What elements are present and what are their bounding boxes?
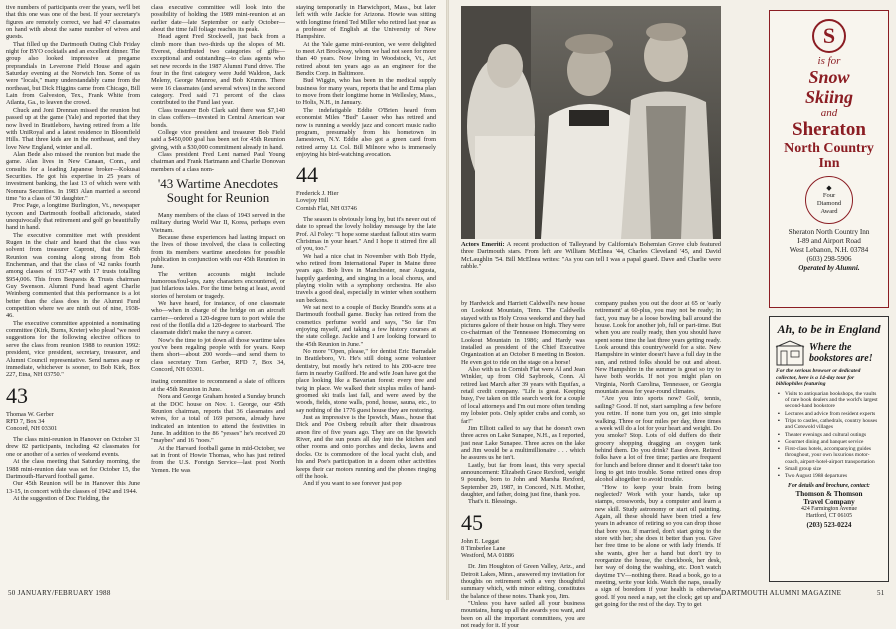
address-line: Concord, NH 03301	[6, 424, 58, 432]
ad-brand: Sheraton	[792, 119, 866, 140]
ad-address-line: West Lebanon, N.H. 03784	[789, 246, 869, 254]
diamond-award-badge	[805, 176, 853, 224]
paragraph: Class president Fred Lent named Paul Young chairman and Frank Hartmann and Charlie Donovan members of a class nom-	[151, 150, 285, 173]
paragraph: The executive committee appointed a nominating committee (Kirk, Burns, Kreter) who plead "we need suggestions for the following elective offices to serve the class from reunion 1988 to reunion 1992: president, vice president, secretary, treasurer, and Alumni Council representative. Send names asap or immediate, whichever is sooner, to Bob Kirk, Box 227, Etna, NH 03750."	[6, 319, 140, 379]
paragraph: The season is obviously long by, but it's never out of date to spread the lovely holiday message by the late Prof. Al Foley: "I hope some stardust fallout stirs warm Christmas in your heart." And I hope it stirred fire all of you, too."	[296, 215, 436, 253]
england-bookstore-ad	[769, 316, 889, 582]
paragraph: The class mini-reunion in Hanover on October 31 drew 82 participants, including 42 classmates for one or another of a series of weekend events.	[6, 436, 140, 458]
england-subhead-row	[775, 340, 883, 366]
ad-address-line: Sheraton North Country Inn	[788, 228, 870, 236]
england-headline: Ah, to be in England	[777, 322, 881, 336]
paragraph: Alan Bede also missed the reunion but made the game. Alan lives in New Canaan, Conn., and consults for a leading Japanese broker—Kokusai Securities. He got his expertise in 25 years of investment banking, the last 13 of which were with Nomura Securities. In 1983 Alan married a second time "to a class of '30 daughter."	[6, 150, 140, 202]
col1-top-text	[6, 4, 140, 379]
column-2	[151, 4, 285, 584]
paragraph: Bud Wiggin, who has been in the medical supply business for many years, reports that he and Erma plan to move from their longtime home in Wellesley, Mass., to Holis, N.H., in January.	[296, 77, 436, 107]
paragraph: No more "Open, please," for dentist Eric Barradale in Brattleboro, Vt. He's still doing some volunteer dentistry, but mostly he's retired to his 200-acre tree farm in nearby Guilford. He and wife Joan have got the place looking like a Bavarian forest: every tree and twig in place. We walked their sixplus miles of hand-groomed ski trails last fall, and were awed by the woods, fields, stone walls, pond, house, sauna, etc., to say nothing of the 1776 guest house they are restoring.	[296, 348, 436, 414]
england-intro: For the serious browser or dedicated collector, here is a 14-day tour for bibliophiles featuring	[776, 368, 861, 388]
award-text: Award	[820, 208, 838, 215]
sheraton-logo-icon: S	[812, 19, 846, 53]
column-1	[6, 4, 140, 584]
paragraph: Many members of the class of 1943 served in the military during World War II, Korea, perhaps even Vietnam.	[151, 211, 285, 234]
address-line: Cornish Flat, NH 03746	[296, 204, 357, 212]
column-3	[296, 4, 436, 584]
paragraph: Our 45th Reunion will be in Hanover this June 13-15, in concert with the classes of 1942 and 1944.	[6, 480, 140, 495]
magazine-title-footer: DARTMOUTH ALUMNI MAGAZINE	[721, 589, 842, 597]
england-phone: (203) 523-0224	[806, 520, 852, 529]
england-contact-line: For details and brochure, contact:	[788, 482, 870, 489]
paragraph: company pushes you out the door at 65 or 'early retirement' at 60-plus, you may not be ready; in fact, you may be a loose bowling ball around the house. Look for another job, full or part-time. But when you are really ready, then you should have spent some time the last three years getting ready. Look around this country/world for a site. New Hampshire in winter doesn't have a full day in the sun, and retired folks should be out and about. New Hampshire in the summer is great so try to have both worlds. If not you might plan on Virginia, North Carolina, Tennessee, or Georgia mountain areas for year-round climates.	[595, 300, 721, 396]
paragraph: "How to keep your brain from being neglected? Work with your hands, take up stamps, crosswords, buy a computer and learn a new skill. Study astronomy or start oil painting. Again, all these should have been tried a few years in advance of retiring so you can drop those that bore you. If married, don't start going to the store with her; she does it better than you. Give her free time to be alone or with lady friends. If she wants, give her a hand but don't try to reorganize the house, the checkbook, her desk, her way of doing the washing, etc. Don't watch daytime TV—nothing there. Read a book, go to a meeting, write your kids. Watch the naps, usually a sign of boredom if your health is otherwise good. If you need a nap, set the clock; get up and get going for the rest of the day. Try to get	[595, 483, 721, 609]
paragraph: staying temporarily in Harwichport, Mass., but later left with wife Jackie for Arizona. Howie was sitting with longtime friend Ted Miller who retired last year as a professor of English at the University of New Hampshire.	[296, 4, 436, 41]
paragraph: At the class meeting that Saturday morning, the 1988 mini-reunion date was set for October 15, the Dartmouth-Harvard football game.	[6, 458, 140, 480]
paragraph: by Hardwick and Harriett Caldwell's new house on Lookout Mountain, Tenn. The Caldwells stayed with us Holy Cross weekend and they had pictures galore of their house on high. They were co-chairman of the Tennessee Homecoming on Lookout Mountain in 1986; and Hardy was installed as president of the Chief Executive Organization at an October 8 meeting in Boston. He even got to ride on the stage on a horse!	[461, 300, 585, 366]
class-number-heading: 43	[6, 382, 28, 408]
subhead-line: bookstores are!	[809, 353, 873, 364]
paragraph: At the Harvard football game in mid-October, we sat in front of Howie Thomas, who has just retired from the U.S. Foreign Service—last post North Yemen. He was	[151, 444, 285, 474]
photo-illustration	[461, 6, 721, 239]
ad-address-line: (603) 298-5906	[806, 255, 852, 263]
right-column-2	[595, 300, 721, 609]
paragraph: Class treasurer Bob Clark said there was $7,140 in class coffers—invested in Central American war bonds.	[151, 106, 285, 129]
class-number-heading: 45	[461, 509, 483, 535]
paragraph: And if you want to see forever just pop	[303, 480, 402, 488]
england-company	[770, 490, 888, 506]
paragraph: We sat next to a couple of Bucky Brandt's sons at a Dartmouth football game. Bucky has retired from the cosmetics perfume world and says, "So far I'm enjoying myself, and taking a few history courses at the state college. Jackie and I are looking forward to the 45th Reunion in June."	[296, 303, 436, 348]
list-item: ▪ Two August 1988 departures	[785, 473, 882, 479]
ad-inn-line1: North Country	[784, 141, 874, 156]
england-address	[770, 506, 888, 520]
sidebar-headline: '43 Wartime Anecdotes Sought for Reunion	[157, 175, 279, 206]
ad-skiing: Skiing	[804, 87, 854, 107]
ad-snow: Snow	[808, 67, 850, 87]
list-item: ▪ Small group size	[785, 466, 882, 472]
paragraph: Also with us in Cornish Flat were Al and Jean Winkler, up from Old Saybrook, Conn. Al retired last March after 39 years with Equifax, a retail credit company. "Life is great. Keeping busy, I've taken on title search work for a couple of local attorneys and I'm out more often tending my lobster pots. Only spider crabs and comb, so far!"	[461, 366, 585, 425]
left-page	[0, 0, 447, 600]
list-item: ▪ Trips to castles, cathedrals, country houses and Cotswold villages	[785, 418, 882, 431]
address-line: Thomas W. Gerber	[6, 410, 54, 418]
address-line: Lovejoy Hill	[296, 197, 329, 205]
list-item: ▪ First-class hotels, accompanying guides throughout, your own luxurious motor-coach, airport-hotel-airport transportation	[785, 446, 882, 465]
class-number-heading: 44	[296, 162, 318, 188]
paragraph: That filled up the Dartmouth Outing Club Friday night for BYO cocktails and an excellent dinner. The group also looked impressive at pregame preprandials in Leverone Field House and again Saturday evening at the Norwich Inn. Some of us were "locals," many understandably came from the northeast, but Dick Higgins came from Chicago, Bill Lain from Galveston, Tex., Frank White from Atlanta, Ga., to leaven the crowd.	[6, 40, 140, 107]
paragraph: We had a nice chat in November with Bob Hyde, who retired from International Paper in Maine three years ago. Bob lives in Manchester, near Augusta, happily gardening, and singing in a local chorus, and playing violin with a symphony orchestra. He also travels a good deal, especially in winter when southern sun beckons.	[296, 252, 436, 304]
right-page	[449, 0, 896, 629]
secretary-address	[6, 411, 140, 433]
actors-photo	[461, 6, 721, 239]
paragraph: We have heard, for instance, of one classmate who—when in charge of the bridge on an aircraft carrier—ordered a 120-degree turn to port while the rest of the flotilla did a 120-degree to starboard. The classmate didn't make the navy a career.	[151, 300, 285, 337]
subhead-line: Where the	[809, 342, 852, 353]
ad-address	[770, 228, 888, 273]
address-line: Frederick J. Hier	[296, 190, 339, 198]
paragraph: tive numbers of participants over the years, we'll bet that this one was one of the best. If your secretary's figures are remotely correct, we had 47 classmates on hand with about the same number of wives and guests.	[6, 4, 140, 41]
paragraph: inating committee to recommend a slate of officers at the 45th Reunion in June.	[151, 378, 285, 393]
paragraph: The indefatigable Eddie O'Brien heard from economist Miles "Bud" Lasser who has retired and now is running a weekly jazz and concert music radio program, presumably from his hometown in Jamestown, N.Y. Eddie also got a green card from retired army Lt. Col. Bill Milnore who is immensely enjoying his bird-watching avocation.	[296, 106, 436, 158]
paragraph: Dr. Jim Houghton of Green Valley, Ariz., and Detroit Lakes, Minn., answered my invitation for thoughts on retirement with a very thoughtful summary which, with minor editing, constitutes the balance of these notes. Thank you, Jim.	[461, 563, 585, 600]
paragraph: Because these experiences had lasting impact on the lives of those involved, the class is collecting from its members wartime anecdotes for possible publication in conjunction with our 45th Reunion in June.	[151, 233, 285, 271]
caption-lead: Actors Emeriti:	[461, 241, 505, 248]
paragraph: "Unless you have sailed all your business mountains, hung up all the awards you want, and been on all the important committees, you are not ready for it. If your	[461, 599, 585, 629]
paragraph: Jim Elliott called to say that he doesn't own three acres on Lake Sunapee, N.H., as I reported, just near Lake Sunapee. Three acres on the lake and Jim would be a multimillionaire . . . which he assures us he isn't.	[461, 424, 585, 462]
company-line: Travel Company	[803, 497, 855, 506]
sheraton-ad	[769, 10, 889, 308]
list-item: ▪ Gourmet dining and banquet service	[785, 439, 882, 445]
address-line: 424 Farmington Avenue	[801, 506, 857, 513]
ad-address-line: I-89 and Airport Road	[797, 237, 861, 245]
paragraph: At the suggestion of Doc Fielding, the	[13, 494, 110, 502]
ad-and: and	[820, 107, 838, 119]
paragraph: The executive committee met with president Rugen in the chair and heard that the class was solvent from treasurer Caproni, that the 45th Reunion was coming along strong from Bob Enchenman, and that the class of '42 ranks fourth among classes of 1937-47 with 17 trusts totalling $954,006. This from Bequests & Trusts chairman Guy Swenson. Alumni Fund head agent Charlie Weinberg commented that this performance is a lot better than the class does in the Alumni Fund competition where we are ninth out of nine, 1938-46.	[6, 231, 140, 320]
company-line: Thomson & Thomson	[795, 489, 863, 498]
england-subhead	[809, 342, 873, 364]
ad-inn-line2: Inn	[818, 156, 840, 171]
paragraph: Just as impressive is the Ipswich, Mass., house that Dick and Poe Oxberg rebuilt after their disastrous arson fire of five years ago. They are on the Ipswich River, and the sun pours all day into the kitchen and other rooms and onto porches and decks, lawns and docks. Oz is commodore of the local yacht club, and his and Poe's participation in a dozen other activities keeps their car motors running and the phones ringing off the hook.	[296, 414, 436, 480]
paragraph: College vice president and treasurer Bob Field said a $450,000 goal has been set for 45th Reunion giving, with a $30,000 commitment already in hand.	[151, 128, 285, 151]
address-line: Hartford, CT 06105	[805, 512, 853, 519]
list-item: ▪ Lectures and advice from resident experts	[785, 411, 882, 417]
secretary-address	[461, 538, 585, 560]
bookshop-icon	[775, 340, 805, 366]
list-item: ▪ Theater evenings and cultural outings	[785, 432, 882, 438]
paragraph: Nora and George Graham hosted a Sunday brunch at the DOC house on Nov. 1. George, our 45th Reunion chairman, reports that 36 classmates and wives, for a total of 169 persons, already have indicated an intention to attend the festivities in June. In addition to the 86 "yesses" he's received 20 "maybes" and 16 "noes."	[151, 393, 286, 445]
ad-is-for: is for	[817, 55, 841, 67]
paragraph: At the Yale game mini-reunion, we were delighted to meet Art Brockway, whom we had not seen for more than 40 years. Now living in Woodstock, Vt., Art retired about ten years ago as an engineer for the Bendix Corp. in Baltimore.	[296, 40, 436, 78]
list-item: ▪ Visits to antiquarian bookshops, the vaults of rare book dealers and the world's largest second-hand bookstore	[785, 391, 882, 410]
paragraph: "Are you into sports now? Golf, tennis, sailing? Good. If not, start sampling a few before you retire. If none turn you on, get into simple walking. Three or four miles per day, three times a week will do a lot for your heart and weight. Do you smoke? Stop. Lots of old duffers do their grocery shopping dragging an oxygen tank behind them. Do you drink? Ease down. Retired folks have a lot of free time; parties are frequent for lunch and before dinner and it doesn't take too long to get into trouble. Some retired ones drop alcohol altogether to avoid trouble.	[595, 395, 721, 484]
paragraph: Proc Page, a longtime Burlington, Vt., newspaper tycoon and Dartmouth football aficionado, stated unequivocally that retirement and golf go beautifully hand in hand.	[6, 202, 140, 232]
address-line: Westford, MA 01886	[461, 552, 515, 560]
award-text: Diamond	[816, 200, 842, 207]
secretary-address	[296, 190, 436, 212]
paragraph: The written accounts might include humorous/foul-ups, zany characters encountered, or just hilarious tales. For the time being at least, avoid stories of heroism or tragedy.	[151, 270, 285, 300]
address-line: 8 Timberlee Lane	[461, 544, 506, 552]
page-number-footer: 51	[877, 589, 885, 597]
photo-caption	[461, 241, 721, 271]
ad-operated: Operated by Alumni.	[798, 264, 860, 272]
paragraph: Lastly, but far from least, this very special announcement: Elizabeth Grace Rexford, weight 9 pounds, born to John and Marsha Rexford, September 29, 1987, in Concord, N.H. Mother, daughter, and father, doing just fine, thank you.	[461, 461, 585, 498]
paragraph: That's it. Blessings.	[468, 498, 518, 506]
paragraph: Head agent Fred Stockwell, just back from a climb more than two-thirds up the slopes of Mt. Everest, distributed two categories of gifts—exceptional and outstanding—to class agents who set new records in the 1987 Alumni Fund drive. The four in the first category were Judd Waldron, Jack Meleny, George Munroe, and Bob Krumm. There were 16 classmates (and several wives) in the second category. Fred said 71 percent of the class contributed to the Fund last year.	[151, 33, 285, 107]
award-text: Four	[822, 192, 836, 199]
address-line: John E. Leggat	[461, 537, 499, 545]
paragraph: Now's the time to jot down all those wartime tales you've been regaling people with for years. Keep them short—about 200 words—and send them to class secretary Tom Gerber, RFD 7, Box 34, Concord, NH 03301.	[151, 336, 285, 374]
diamond-icon: ◆	[826, 184, 832, 192]
paragraph: class executive committee will look into the possibility of holding the 1989 mini-reunion at an earlier date—late September or early October—about the time fall foliage reaches its peak.	[151, 4, 285, 34]
right-column-1	[461, 300, 585, 629]
paragraph: Chuck and Joni Drennan missed the reunion but passed up at the game (Yale) and reported that they now lived in Brattleboro, having retired from a life with UniRoyal and a latest residence in Bloomfield Hills. That three kids are in the northeast, and they love New England, winter and all.	[6, 106, 140, 151]
page-footer: 50 JANUARY/FEBRUARY 1988	[8, 589, 111, 597]
england-feature-list	[776, 391, 882, 480]
address-line: RFD 7, Box 34	[6, 417, 45, 425]
caption-text: A recent production of Talleyrand by California's Bohemian Grove club featured three Dartmouth stars. From left are William McElnea '44, Charles Cleveland '45, and David McLaughlin '54. Bill McElnea writes: "As you can tell I was a papal guard. Dave and Charlie were rabble."	[461, 241, 721, 271]
